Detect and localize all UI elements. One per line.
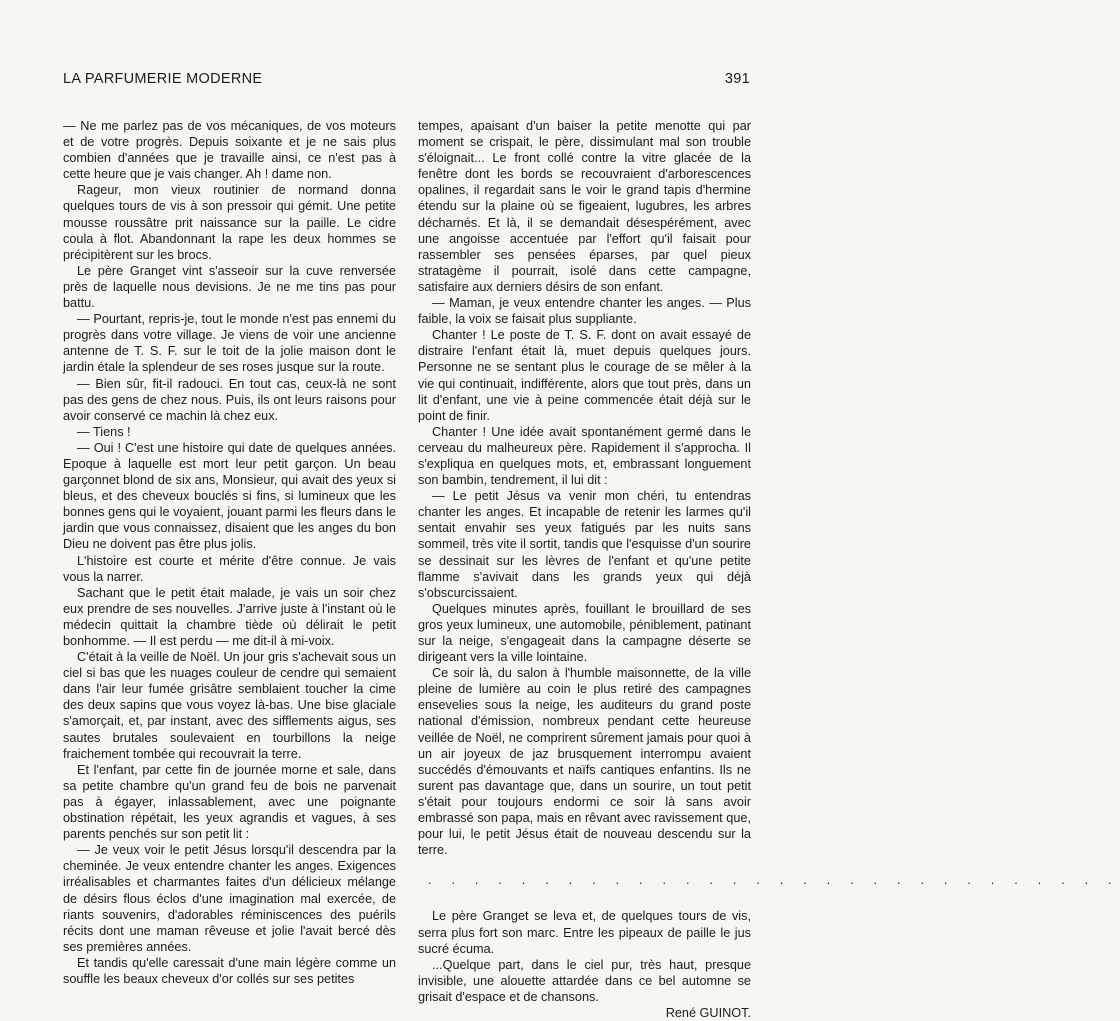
paragraph: C'était à la veille de Noël. Un jour gris s'achevait sous un ciel si bas que les nuages couleur de cendre qui semaient dans l'air leur fumée grisâtre semblaient toucher la cime des deux sapins que vous voyez là-bas. Une bise glaciale s'amorçait, et, par instant, avec des sifflements aigus, ses sautes brutales soulevaient en tourbillons la neige fraichement tombée qui recouvrait la terre. — [63, 650, 396, 761]
journal-title: LA PARFUMERIE MODERNE — [63, 71, 263, 87]
paragraph: Et tandis qu'elle caressait d'une main légère comme un souffle les beaux cheveux d'or collés sur ses petites — [63, 955, 396, 986]
left-column — [63, 118, 396, 987]
paragraph: — Oui ! C'est une histoire qui date de quelques années. Epoque à laquelle est mort leur petit garçon. Un beau garçonnet blond de six ans, Monsieur, qui avait des yeux si bleus, et des cheveux bouclés si fins, si lumineux que les bonnes gens qui le voyaient, jouant parmi les fleurs dans le jardin que vous connaissez, disaient que les anges du bon Dieu ne doivent pas être plus jolis. — [63, 440, 396, 552]
paragraph: L'histoire est courte et mérite d'être connue. Je vais vous la narrer. — [63, 553, 396, 584]
paragraph: — Bien sûr, fit-il radouci. En tout cas, ceux-là ne sont pas des gens de chez nous. Puis, ils ont leurs raisons pour avoir conservé ce machin là chez eux. — [63, 376, 396, 423]
right-column — [418, 118, 1120, 1021]
paragraph: — Le petit Jésus va venir mon chéri, tu entendras chanter les anges. Et incapable de retenir les larmes qu'il sentait envahir ses yeux fatigués par les nuits sans sommeil, très vite il sortit, tandis que l'esquisse d'un sourire se dessinait sur les lèvres de l'enfant et qu'une petite flamme s'avivait dans les grands yeux qui déjà s'obscurcissaient. — [418, 489, 751, 600]
paragraph: — Je veux voir le petit Jésus lorsqu'il descendra par la cheminée. Je veux entendre chanter les anges. Exigences irréalisables et charmantes faites d'un délicieux mélange de désirs flous éclos d'une imagination mal exercée, de riants souvenirs, d'adorables réminiscences des puérils récits dont une maman rêveuse et jolie l'avait bercé dès ses premières années. — [63, 843, 396, 954]
paragraph: Rageur, mon vieux routinier de normand donna quelques tours de vis à son pressoir qui gémit. Une petite mousse roussâtre prit naissance sur la paille. Le cidre coula à flot. Abandonnant la rape les deux hommes se précipitèrent sur les brocs. — [63, 183, 396, 262]
paragraph: — Tiens ! — [77, 424, 131, 439]
paragraph: Ce soir là, du salon à l'humble maisonnette, de la ville pleine de lumière au coin le plus retiré des campagnes ensevelies sous la neige, les auditeurs du grand poste national d'émission, nombreux pendant cette heureuse veillée de Noël, ne comprirent sûrement jamais pour quoi à un air joyeux de jaz brusquement interrompu avaient succédés d'émouvants et naïfs cantiques enfantins. Ils ne surent pas davantage que, dans un sourire, un tout petit s'était pour toujours endormi ce soir là sans avoir embrassé son papa, mais en rêvant avec ravissement que, pour lui, le petit Jésus était de nouveau descendu sur la terre. — [418, 666, 751, 858]
section-separator: . . . . . . . . . . . . . . . . . . . . . . . . . . . . . . — [428, 873, 1120, 888]
paragraph: Quelques minutes après, fouillant le brouillard de ses gros yeux lumineux, une automobile, péniblement, patinant sur la neige, s'engageait dans la campagne déserte se dirigeant vers la ville lointaine. — [418, 601, 751, 665]
paragraph: Chanter ! Une idée avait spontanément germé dans le cerveau du malheureux père. Rapidement il s'approcha. Il s'expliqua en quelques mots, et, embrassant longuement son bambin, tendrement, il lui dit : — [418, 424, 751, 488]
paragraph: Chanter ! Le poste de T. S. F. dont on avait essayé de distraire l'enfant était là, muet depuis quelques jours. Personne ne se sentant plus le courage de se mêler à la vie qui continuait, indifférente, alors que tout près, dans un lit d'enfant, une vie à peine commencée était déjà sur le point de finir. — [418, 328, 751, 423]
paragraph: Le père Granget vint s'asseoir sur la cuve renversée près de laquelle nous devisions. Je ne me tins pas pour battu. — [63, 263, 396, 311]
paragraph: Sachant que le petit était malade, je vais un soir chez eux prendre de ses nouvelles. J'arrive juste à l'instant où le médecin quittait la chambre tiède où délirait le petit bonhomme. — Il est perdu — me dit-il à mi-voix. — [63, 585, 396, 648]
closing-paragraph: ...Quelque part, dans le ciel pur, très haut, presque invisible, une alouette attardée dans ce bel automne se grisait d'espace et de chansons. — [418, 957, 751, 1004]
paragraph: — Pourtant, repris-je, tout le monde n'est pas ennemi du progrès dans votre village. Je viens de voir une ancienne antenne de T. S. F. sur le toit de la jolie maison dont le jardin étale la splendeur de ses roses jusque sur la route. — [63, 312, 396, 375]
paragraph: Et l'enfant, par cette fin de journée morne et sale, dans sa petite chambre qu'un grand feu de bois ne parvenait pas à égayer, inlassablement, avec une poignante obstination répétait, les yeux agrandis et vagues, à ses parents penchés sur son petit lit : — [63, 762, 396, 842]
paragraph: tempes, apaisant d'un baiser la petite menotte qui par moment se crispait, le père, dissimulant mal son trouble s'éloignait... Le front collé contre la vitre glacée de la fenêtre dont les bords se recouvraient d'arborescences opalines, il regardait sans le voir le grand tapis d'hermine étendu sur la plaine où se figeaient, lugubres, les arbres décharnés. Et là, il se demandait désespérément, avec une angoisse accentuée par l'effort qu'il faisait pour rassembler ses pensées éparses, par quel pieux stratagème il pourrait, isolé dans cette campagne, satisfaire aux derniers désirs de son enfant. — [418, 119, 751, 294]
author-signature: René GUINOT. — [665, 1005, 751, 1020]
page-number: 391 — [724, 71, 750, 87]
paragraph: — Maman, je veux entendre chanter les anges. — Plus faible, la voix se faisait plus suppliante. — [418, 296, 751, 327]
closing-paragraph: Le père Granget se leva et, de quelques tours de vis, serra plus fort son marc. Entre les pipeaux de paille le jus sucré écuma. — [418, 909, 751, 956]
paragraph: — Ne me parlez pas de vos mécaniques, de vos moteurs et de votre progrès. Depuis soixante et je ne sais plus combien d'années que je travaille ainsi, ce n'est pas à cette heure que je vais changer. Ah ! dame non. — [63, 119, 396, 182]
